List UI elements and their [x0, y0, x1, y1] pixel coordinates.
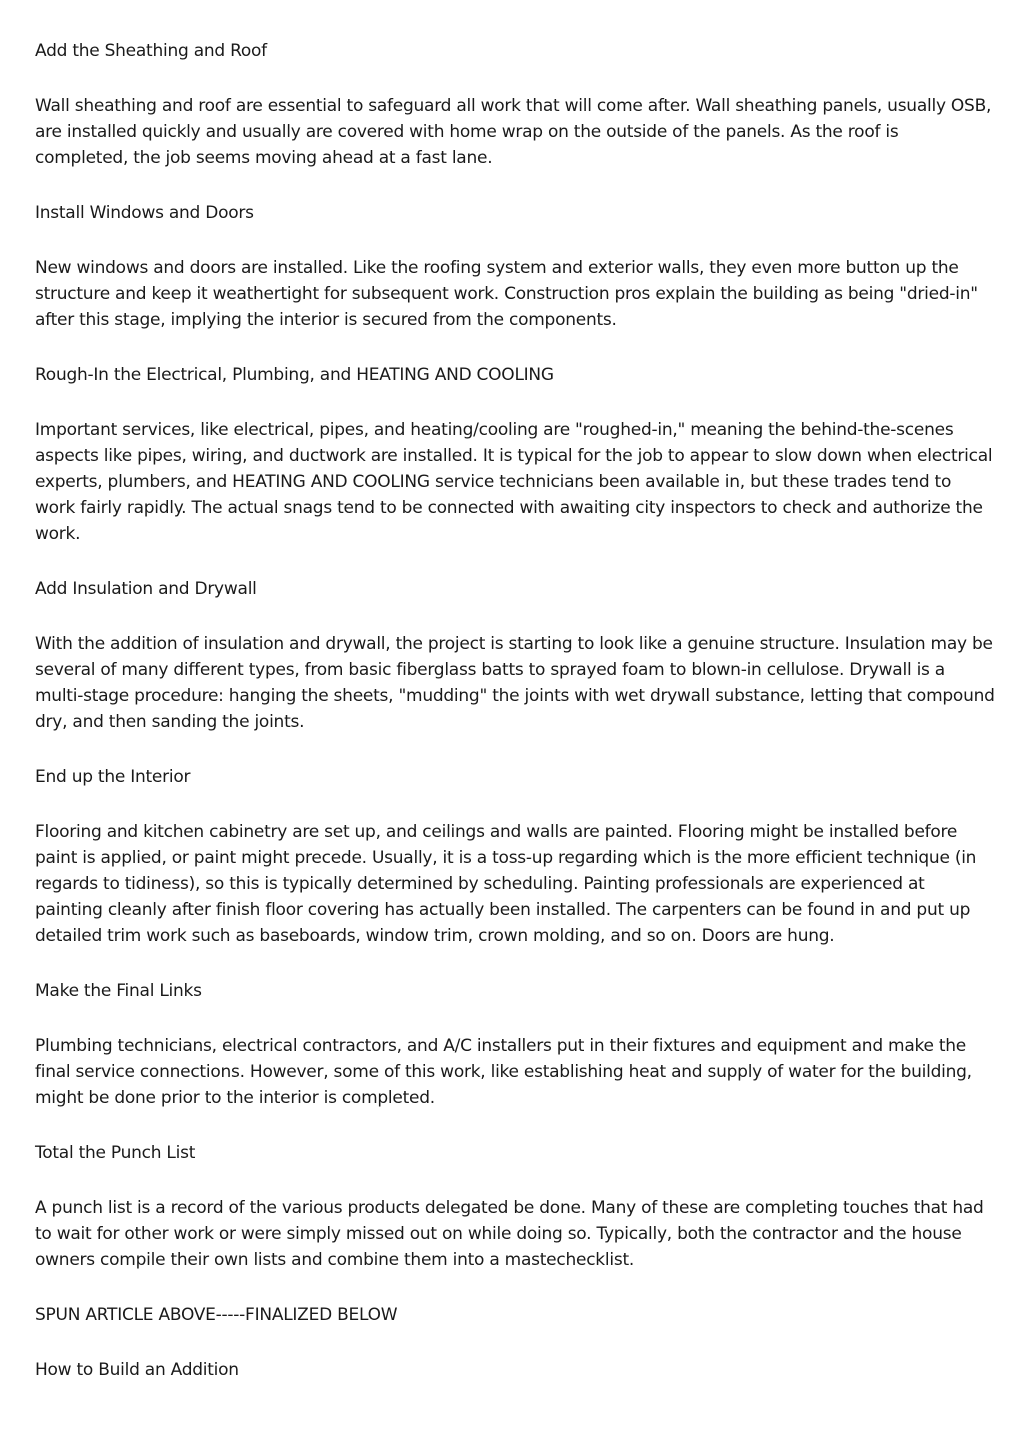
section-heading-sheathing-roof: Add the Sheathing and Roof: [35, 41, 267, 61]
paragraph-insulation-drywall: With the addition of insulation and drywall, the project is starting to look like a genuine structure. Insulation may be several of many different types, from basic fiberglass batts to sprayed foam to blown-in cellulose. Drywall is a multi-stage procedure: hanging the sheets, "mudding" the joints with wet drywall substance, letting that compound dry, and then sanding the joints.: [35, 634, 995, 732]
section-heading-insulation-drywall: Add Insulation and Drywall: [35, 579, 257, 599]
separator-note: SPUN ARTICLE ABOVE-----FINALIZED BELOW: [35, 1305, 398, 1325]
section-heading-build-addition: How to Build an Addition: [35, 1360, 239, 1380]
section-heading-rough-in: Rough-In the Electrical, Plumbing, and HEATING AND COOLING: [35, 365, 554, 385]
section-heading-final-links: Make the Final Links: [35, 981, 202, 1001]
section-heading-windows-doors: Install Windows and Doors: [35, 203, 254, 223]
paragraph-final-links: Plumbing technicians, electrical contractors, and A/C installers put in their fixtures and equipment and make the final service connections. However, some of this work, like establishing heat and supply of water for the building, might be done prior to the interior is completed.: [35, 1036, 972, 1108]
section-heading-interior: End up the Interior: [35, 767, 191, 787]
paragraph-windows-doors: New windows and doors are installed. Like the roofing system and exterior walls, they even more button up the structure and keep it weathertight for subsequent work. Construction pros explain the building as being "dried-in" after this stage, implying the interior is secured from the components.: [35, 258, 978, 330]
paragraph-punch-list: A punch list is a record of the various products delegated be done. Many of these are completing touches that had to wait for other work or were simply missed out on while doing so. Typically, both the contractor and the house owners compile their own lists and combine them into a mastechecklist.: [35, 1198, 984, 1270]
paragraph-rough-in: Important services, like electrical, pipes, and heating/cooling are "roughed-in," meaning the behind-the-scenes aspects like pipes, wiring, and ductwork are installed. It is typical for the job to appear to slow down when electrical experts, plumbers, and HEATING AND COOLING service technicians been available in, but these trades tend to work fairly rapidly. The actual snags tend to be connected with awaiting city inspectors to check and authorize the work.: [35, 420, 993, 544]
document-body: [35, 38, 995, 1412]
section-heading-punch-list: Total the Punch List: [35, 1143, 196, 1163]
paragraph-sheathing-roof: Wall sheathing and roof are essential to safeguard all work that will come after. Wall sheathing panels, usually OSB, are installed quickly and usually are covered with home wrap on the outside of the panels. As the roof is completed, the job seems moving ahead at a fast lane.: [35, 96, 992, 168]
paragraph-interior: Flooring and kitchen cabinetry are set up, and ceilings and walls are painted. Flooring might be installed before paint is applied, or paint might precede. Usually, it is a toss-up regarding which is the more efficient technique (in regards to tidiness), so this is typically determined by scheduling. Painting professionals are experienced at painting cleanly after finish floor covering has actually been installed. The carpenters can be found in and put up detailed trim work such as baseboards, window trim, crown molding, and so on. Doors are hung.: [35, 822, 977, 946]
